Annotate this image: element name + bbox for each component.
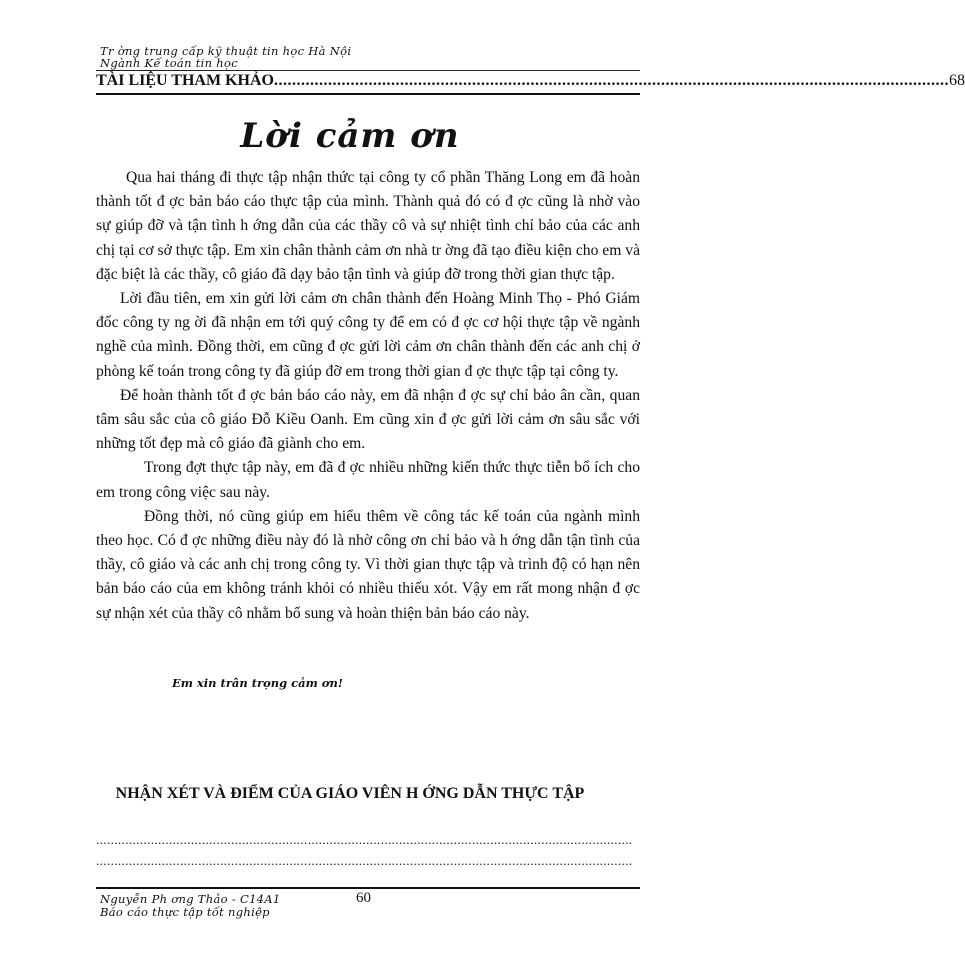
paragraph-1: Qua hai tháng đi thực tập nhận thức tại công ty cổ phần Thăng Long em đã hoàn thành tốt đ ợc bản báo cáo thực tập của mình. Thành quả đó có đ ợc cũng là nhờ vào sự giúp đỡ và tận tình h ớng dẫn của các thầy cô và sự nhiệt tình chỉ bảo của các anh chị tại cơ sở thực tập. Em xin chân thành cảm ơn nhà tr ờng đã tạo điều kiện cho em và đặc biệt là các thầy, cô giáo đã dạy bảo tận tình và giúp đỡ trong thời gian thực tập. bbox=[96, 169, 640, 283]
toc-leader: ...................................................................................................................................................... bbox=[273, 72, 949, 89]
header-school: Tr ờng trung cấp kỹ thuật tin học Hà Nội bbox=[100, 44, 352, 58]
toc-rule bbox=[96, 93, 640, 95]
header-rule bbox=[96, 70, 640, 71]
body-text bbox=[96, 166, 640, 626]
paragraph-3: Để hoàn thành tốt đ ợc bản báo cáo này, em đã nhận đ ợc sự chỉ bảo ân cần, quan tâm sâu sắc của cô giáo Đỗ Kiều Oanh. Em cũng xin đ ợc gửi lời cảm ơn sâu sắc với những tốt đẹp mà cô giáo đã giành cho em. bbox=[96, 386, 640, 453]
toc-label: TÀI LIỆU THAM KHẢO bbox=[96, 72, 274, 89]
page-number: 60 bbox=[356, 890, 371, 906]
review-dotted-line-2: ................................................................................................................................................... bbox=[96, 853, 633, 868]
paragraph-4: Trong đợt thực tập này, em đã đ ợc nhiều những kiến thức thực tiễn bổ ích cho em trong công việc sau này. bbox=[96, 459, 640, 501]
toc-entry bbox=[96, 72, 965, 90]
page-title: Lời cảm ơn bbox=[240, 116, 460, 156]
footer-report: Báo cáo thực tập tốt nghiệp bbox=[100, 905, 270, 919]
header-department: Ngành Kế toán tin học bbox=[100, 56, 238, 70]
paragraph-5: Đồng thời, nó cũng giúp em hiểu thêm về công tác kế toán của ngành mình theo học. Có đ ợc những điều này đó là nhờ công ơn chỉ bảo và h ớng dẫn tận tình của thầy, cô giáo và các anh chị trong công ty. Vì thời gian thực tập và trình độ có hạn nên bản báo cáo của em không tránh khỏi có nhiều thiếu xót. Vậy em rất mong nhận đ ợc sự nhận xét của thầy cô nhằm bổ sung và hoàn thiện bản báo cáo này. bbox=[96, 507, 640, 622]
review-dotted-line-1: ................................................................................................................................................... bbox=[96, 832, 633, 847]
closing-line: Em xin trân trọng cảm ơn! bbox=[172, 676, 343, 690]
review-heading: NHẬN XÉT VÀ ĐIỂM CỦA GIÁO VIÊN H ỚNG DẪN THỰC TẬP bbox=[115, 785, 585, 802]
toc-page: 68 bbox=[948, 72, 965, 89]
footer-author: Nguyễn Ph ơng Thảo - C14A1 bbox=[100, 892, 281, 906]
footer-rule bbox=[96, 887, 640, 889]
paragraph-2: Lời đầu tiên, em xin gửi lời cảm ơn chân thành đến Hoàng Minh Thọ - Phó Giám đốc công ty ng ời đã nhận em tới quý công ty để em có đ ợc cơ hội thực tập về ngành nghề của mình. Đồng thời, em cũng đ ợc gửi lời cảm ơn chân thành đến các anh chị ở phòng kế toán trong công ty đã giúp đỡ em trong thời gian đ ợc thực tập tại công ty. bbox=[96, 290, 640, 380]
